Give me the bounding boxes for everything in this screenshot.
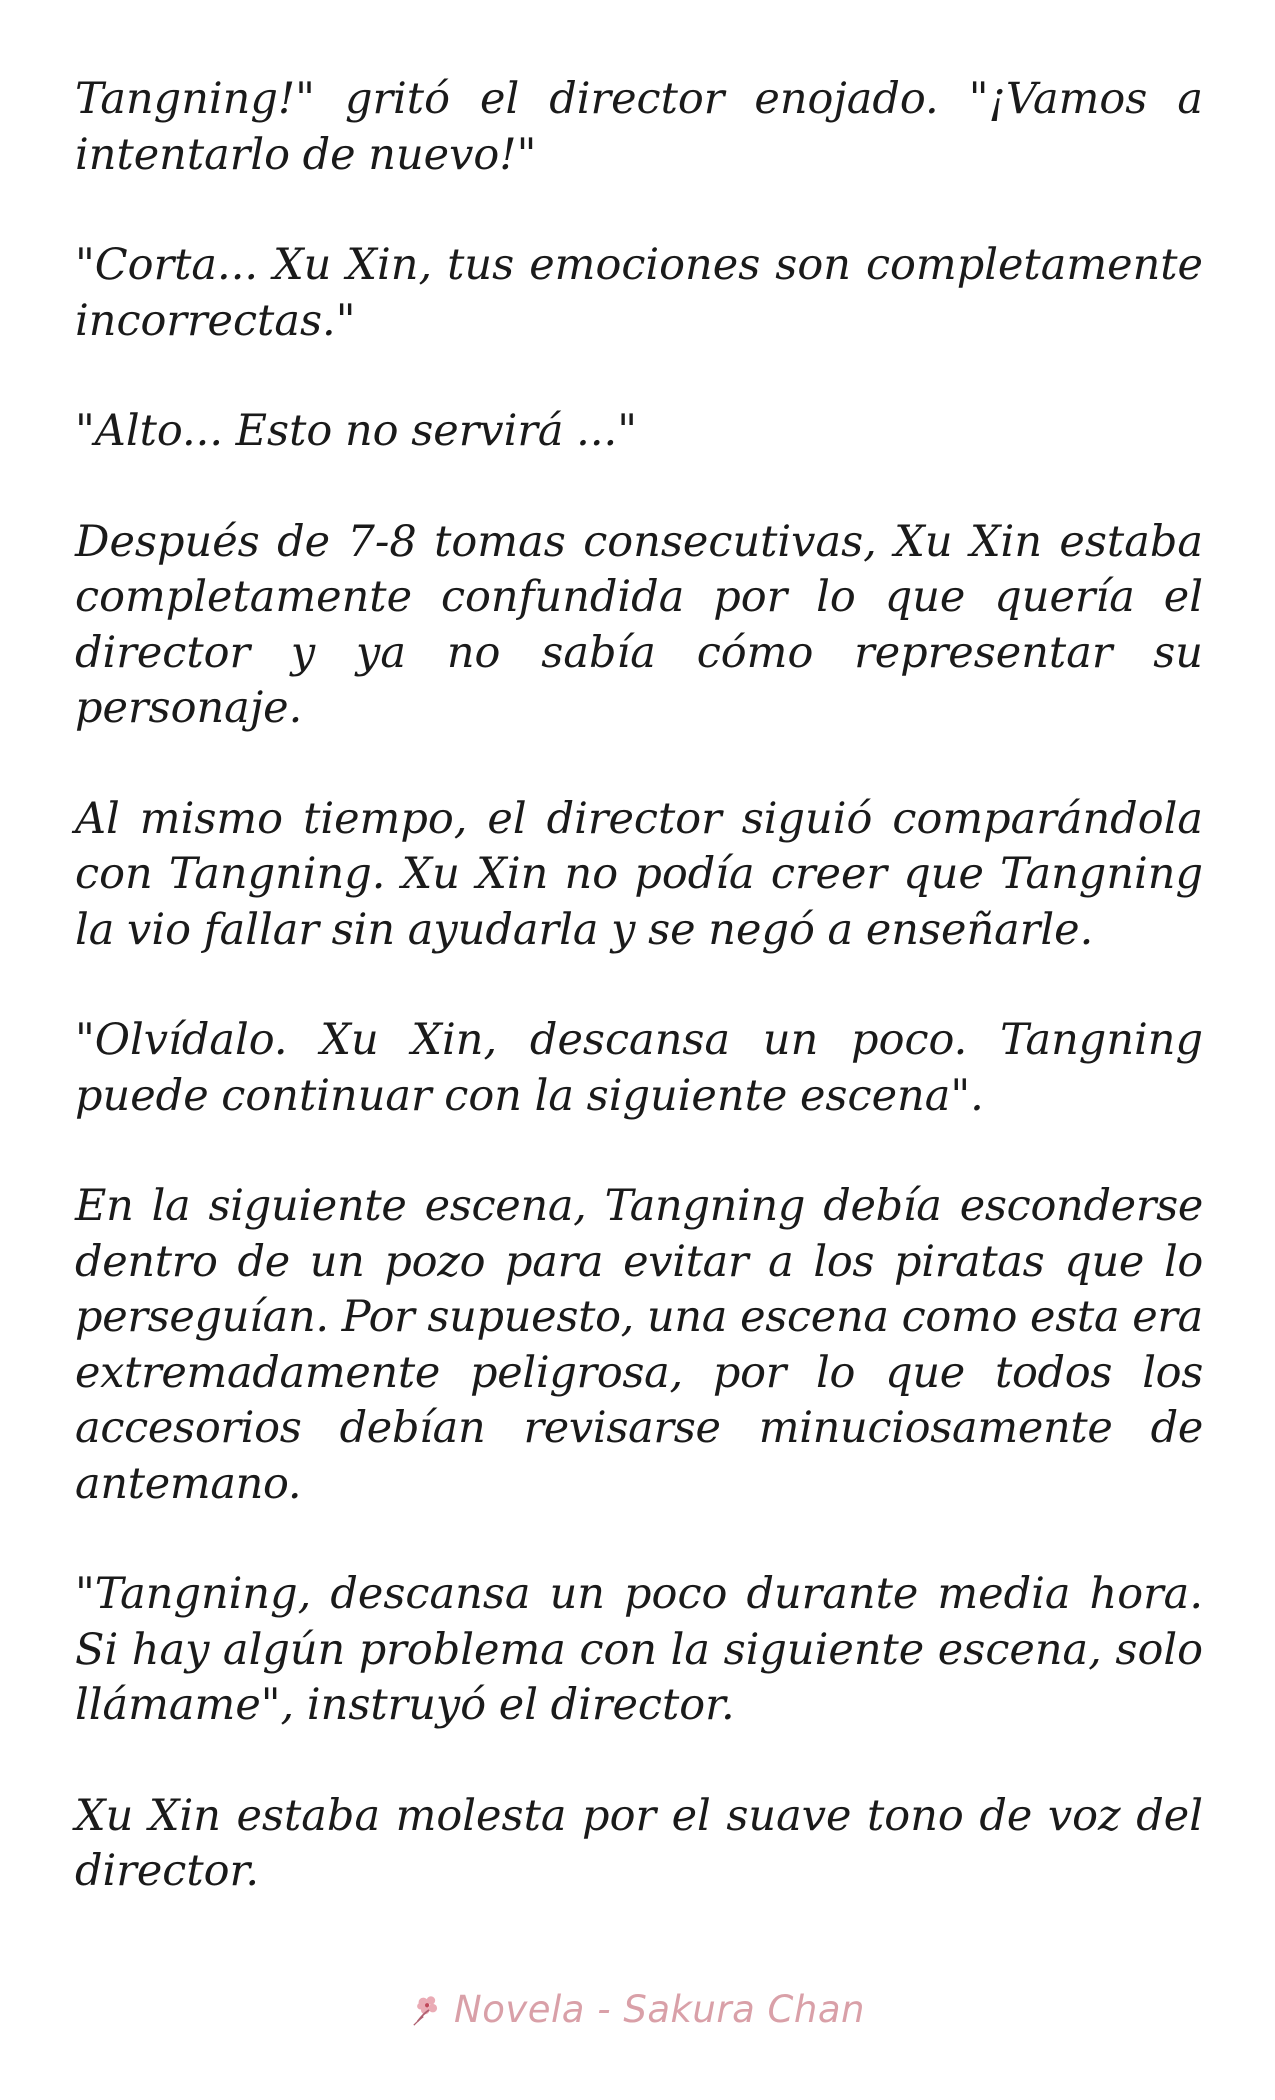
paragraph-7: En la siguiente escena, Tangning debía esconderse dentro de un pozo para evitar a los piratas que lo perseguían. Por supuesto, una escena como esta era extremadamente peligrosa, por lo que todos los accesorios debían revisarse minuciosamente de antemano. [75, 1181, 1203, 1509]
paragraph-4: Después de 7-8 tomas consecutivas, Xu Xin estaba completamente confundida por lo que quería el director y ya no sabía cómo representar su personaje. [75, 516, 1203, 733]
sakura-flower-icon [410, 1991, 448, 2029]
paragraph-2: "Corta... Xu Xin, tus emociones son completamente incorrectas." [75, 240, 1203, 346]
paragraph-3: "Alto... Esto no servirá ..." [75, 406, 637, 456]
paragraph-5: Al mismo tiempo, el director siguió comparándola con Tangning. Xu Xin no podía creer que Tangning la vio fallar sin ayudarla y se negó a enseñarle. [75, 793, 1203, 955]
paragraph-1: Tangning!" gritó el director enojado. "¡Vamos a intentarlo de nuevo!" [75, 74, 1203, 180]
watermark [0, 1988, 1275, 2038]
paragraph-9: Xu Xin estaba molesta por el suave tono de voz del director. [75, 1790, 1203, 1896]
paragraph-8: "Tangning, descansa un poco durante media hora. Si hay algún problema con la siguiente escena, solo llámame", instruyó el director. [75, 1569, 1203, 1730]
paragraph-6: "Olvídalo. Xu Xin, descansa un poco. Tangning puede continuar con la siguiente escena". [75, 1015, 1203, 1121]
watermark-text: Novela - Sakura Chan [454, 1988, 865, 2031]
